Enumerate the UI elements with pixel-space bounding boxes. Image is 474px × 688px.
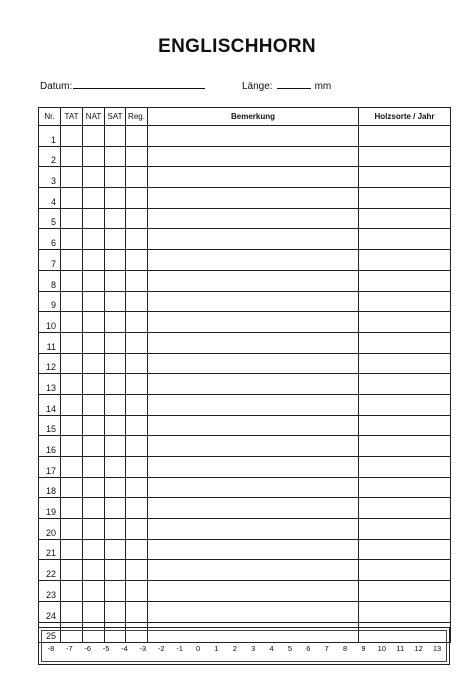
table-row xyxy=(39,436,451,457)
row-number: 17 xyxy=(39,457,61,478)
reg-cell[interactable] xyxy=(126,539,148,560)
reg-cell[interactable] xyxy=(126,353,148,374)
bemerkung-cell[interactable] xyxy=(148,353,359,374)
scale-tick-label: 5 xyxy=(287,644,293,653)
row-number: 23 xyxy=(39,581,61,602)
bemerkung-cell[interactable] xyxy=(148,208,359,229)
sat-cell[interactable] xyxy=(105,188,126,209)
reg-cell[interactable] xyxy=(126,188,148,209)
nat-cell[interactable] xyxy=(83,229,105,250)
tat-cell[interactable] xyxy=(61,126,83,147)
sat-cell[interactable] xyxy=(105,250,126,271)
sat-cell[interactable] xyxy=(105,601,126,622)
row-number: 24 xyxy=(39,601,61,622)
table-row xyxy=(39,312,451,333)
tat-cell[interactable] xyxy=(61,250,83,271)
bemerkung-cell[interactable] xyxy=(148,167,359,188)
sat-cell[interactable] xyxy=(105,229,126,250)
col-header-nat: NAT xyxy=(83,108,105,126)
scale-tick-label: 9 xyxy=(361,644,366,653)
scale-tick-label: -6 xyxy=(84,644,92,653)
reed-log-table xyxy=(38,107,451,643)
nat-cell[interactable] xyxy=(83,457,105,478)
nat-cell[interactable] xyxy=(83,250,105,271)
reg-cell[interactable] xyxy=(126,167,148,188)
row-number: 12 xyxy=(39,353,61,374)
reg-cell[interactable] xyxy=(126,374,148,395)
reg-cell[interactable] xyxy=(126,457,148,478)
holzsorte-cell[interactable] xyxy=(359,436,451,457)
reg-cell[interactable] xyxy=(126,250,148,271)
datum-label: Datum: xyxy=(40,81,73,92)
reg-cell[interactable] xyxy=(126,146,148,167)
reg-cell[interactable] xyxy=(126,519,148,540)
table-row xyxy=(39,126,451,147)
row-number: 3 xyxy=(39,167,61,188)
holzsorte-cell[interactable] xyxy=(359,374,451,395)
table-row xyxy=(39,519,451,540)
scale-tick-label: -2 xyxy=(157,644,165,653)
tat-cell[interactable] xyxy=(61,270,83,291)
table-row xyxy=(39,353,451,374)
sat-cell[interactable] xyxy=(105,560,126,581)
bemerkung-cell[interactable] xyxy=(148,146,359,167)
scale-tick-label: 1 xyxy=(214,644,219,653)
sat-cell[interactable] xyxy=(105,332,126,353)
nat-cell[interactable] xyxy=(83,374,105,395)
reg-cell[interactable] xyxy=(126,126,148,147)
holzsorte-cell[interactable] xyxy=(359,457,451,478)
table-row xyxy=(39,415,451,436)
nat-cell[interactable] xyxy=(83,167,105,188)
row-number: 16 xyxy=(39,436,61,457)
bemerkung-cell[interactable] xyxy=(148,436,359,457)
nat-cell[interactable] xyxy=(83,498,105,519)
sat-cell[interactable] xyxy=(105,291,126,312)
scale-tick-label: -1 xyxy=(176,644,183,653)
nat-cell[interactable] xyxy=(83,415,105,436)
tat-cell[interactable] xyxy=(61,581,83,602)
tat-cell[interactable] xyxy=(61,477,83,498)
reg-cell[interactable] xyxy=(126,332,148,353)
sat-cell[interactable] xyxy=(105,539,126,560)
nat-cell[interactable] xyxy=(83,146,105,167)
scale-tick-label: 8 xyxy=(343,644,348,653)
table-row xyxy=(39,374,451,395)
row-number: 19 xyxy=(39,498,61,519)
table-row xyxy=(39,539,451,560)
bemerkung-cell[interactable] xyxy=(148,601,359,622)
row-number: 22 xyxy=(39,560,61,581)
nat-cell[interactable] xyxy=(83,539,105,560)
scale-tick-label: -5 xyxy=(102,644,110,653)
tat-cell[interactable] xyxy=(61,560,83,581)
nat-cell[interactable] xyxy=(83,601,105,622)
scale-tick-label: 4 xyxy=(269,644,274,653)
row-number: 2 xyxy=(39,146,61,167)
nat-cell[interactable] xyxy=(83,312,105,333)
reg-cell[interactable] xyxy=(126,208,148,229)
row-number: 1 xyxy=(39,126,61,147)
table-row xyxy=(39,188,451,209)
row-number: 8 xyxy=(39,270,61,291)
tat-cell[interactable] xyxy=(61,519,83,540)
laenge-unit: mm xyxy=(314,81,332,92)
table-body xyxy=(39,126,451,643)
bemerkung-cell[interactable] xyxy=(148,270,359,291)
laenge-label: Länge: xyxy=(242,81,273,92)
row-number: 4 xyxy=(39,188,61,209)
table-row xyxy=(39,498,451,519)
scale-tick-label: 6 xyxy=(306,644,311,653)
nat-cell[interactable] xyxy=(83,188,105,209)
sat-cell[interactable] xyxy=(105,519,126,540)
table-row xyxy=(39,601,451,622)
row-number: 21 xyxy=(39,539,61,560)
scale-tick-label: -3 xyxy=(139,644,147,653)
scale-ruler xyxy=(38,627,450,665)
row-number: 7 xyxy=(39,250,61,271)
table-row xyxy=(39,394,451,415)
row-number: 18 xyxy=(39,477,61,498)
table-row xyxy=(39,250,451,271)
bemerkung-cell[interactable] xyxy=(148,477,359,498)
nat-cell[interactable] xyxy=(83,208,105,229)
row-number: 5 xyxy=(39,208,61,229)
sat-cell[interactable] xyxy=(105,415,126,436)
table-row xyxy=(39,477,451,498)
row-number: 11 xyxy=(39,332,61,353)
bemerkung-cell[interactable] xyxy=(148,560,359,581)
nat-cell[interactable] xyxy=(83,332,105,353)
tat-cell[interactable] xyxy=(61,188,83,209)
reg-cell[interactable] xyxy=(126,601,148,622)
col-header-nr: Nr. xyxy=(39,108,61,126)
holzsorte-cell[interactable] xyxy=(359,312,451,333)
sat-cell[interactable] xyxy=(105,374,126,395)
tat-cell[interactable] xyxy=(61,312,83,333)
row-number: 25 xyxy=(39,622,61,643)
col-header-tat: TAT xyxy=(61,108,83,126)
tat-cell[interactable] xyxy=(61,332,83,353)
tat-cell[interactable] xyxy=(61,457,83,478)
bemerkung-cell[interactable] xyxy=(148,374,359,395)
bemerkung-cell[interactable] xyxy=(148,498,359,519)
tat-cell[interactable] xyxy=(61,291,83,312)
tat-cell[interactable] xyxy=(61,146,83,167)
table-row xyxy=(39,208,451,229)
row-number: 9 xyxy=(39,291,61,312)
reg-cell[interactable] xyxy=(126,229,148,250)
holzsorte-cell[interactable] xyxy=(359,126,451,147)
page-title: ENGLISCHHORN xyxy=(158,36,316,57)
sat-cell[interactable] xyxy=(105,436,126,457)
reg-cell[interactable] xyxy=(126,291,148,312)
scale-ruler-inner xyxy=(41,630,447,662)
row-number: 10 xyxy=(39,312,61,333)
bemerkung-cell[interactable] xyxy=(148,457,359,478)
reg-cell[interactable] xyxy=(126,312,148,333)
holzsorte-cell[interactable] xyxy=(359,250,451,271)
sat-cell[interactable] xyxy=(105,208,126,229)
holzsorte-cell[interactable] xyxy=(359,167,451,188)
sat-cell[interactable] xyxy=(105,394,126,415)
holzsorte-cell[interactable] xyxy=(359,415,451,436)
bemerkung-cell[interactable] xyxy=(148,250,359,271)
reg-cell[interactable] xyxy=(126,560,148,581)
nat-cell[interactable] xyxy=(83,291,105,312)
row-number: 15 xyxy=(39,415,61,436)
bemerkung-cell[interactable] xyxy=(148,291,359,312)
holzsorte-cell[interactable] xyxy=(359,332,451,353)
holzsorte-cell[interactable] xyxy=(359,539,451,560)
holzsorte-cell[interactable] xyxy=(359,353,451,374)
tat-cell[interactable] xyxy=(61,394,83,415)
sat-cell[interactable] xyxy=(105,477,126,498)
holzsorte-cell[interactable] xyxy=(359,229,451,250)
bemerkung-cell[interactable] xyxy=(148,415,359,436)
tat-cell[interactable] xyxy=(61,601,83,622)
tat-cell[interactable] xyxy=(61,415,83,436)
tat-cell[interactable] xyxy=(61,539,83,560)
scale-tick-label: 2 xyxy=(232,644,237,653)
sat-cell[interactable] xyxy=(105,312,126,333)
sat-cell[interactable] xyxy=(105,498,126,519)
holzsorte-cell[interactable] xyxy=(359,519,451,540)
col-header-bemerkung: Bemerkung xyxy=(148,108,359,126)
nat-cell[interactable] xyxy=(83,126,105,147)
table-row xyxy=(39,291,451,312)
sat-cell[interactable] xyxy=(105,457,126,478)
bemerkung-cell[interactable] xyxy=(148,581,359,602)
holzsorte-cell[interactable] xyxy=(359,146,451,167)
holzsorte-cell[interactable] xyxy=(359,291,451,312)
scale-tick-label: 13 xyxy=(432,644,442,653)
tat-cell[interactable] xyxy=(61,436,83,457)
table-row xyxy=(39,581,451,602)
col-header-holzsorte: Holzsorte / Jahr xyxy=(359,108,451,126)
laenge-input-line[interactable] xyxy=(277,79,311,89)
sat-cell[interactable] xyxy=(105,353,126,374)
tat-cell[interactable] xyxy=(61,208,83,229)
reg-cell[interactable] xyxy=(126,415,148,436)
scale-tick-label: 0 xyxy=(195,644,201,653)
holzsorte-cell[interactable] xyxy=(359,560,451,581)
scale-tick-label: -7 xyxy=(66,644,73,653)
holzsorte-cell[interactable] xyxy=(359,477,451,498)
datum-field xyxy=(40,79,205,92)
scale-tick-label: 7 xyxy=(324,644,329,653)
bemerkung-cell[interactable] xyxy=(148,539,359,560)
table-header-row xyxy=(39,108,451,126)
reg-cell[interactable] xyxy=(126,477,148,498)
row-number: 6 xyxy=(39,229,61,250)
nat-cell[interactable] xyxy=(83,477,105,498)
scale-tick-label: 11 xyxy=(396,644,405,653)
holzsorte-cell[interactable] xyxy=(359,394,451,415)
row-number: 20 xyxy=(39,519,61,540)
col-header-reg: Reg. xyxy=(126,108,148,126)
tat-cell[interactable] xyxy=(61,167,83,188)
holzsorte-cell[interactable] xyxy=(359,270,451,291)
reg-cell[interactable] xyxy=(126,581,148,602)
sat-cell[interactable] xyxy=(105,581,126,602)
row-number: 13 xyxy=(39,374,61,395)
tat-cell[interactable] xyxy=(61,498,83,519)
laenge-field xyxy=(242,79,331,92)
bemerkung-cell[interactable] xyxy=(148,519,359,540)
sat-cell[interactable] xyxy=(105,146,126,167)
table-row xyxy=(39,229,451,250)
holzsorte-cell[interactable] xyxy=(359,498,451,519)
nat-cell[interactable] xyxy=(83,353,105,374)
holzsorte-cell[interactable] xyxy=(359,601,451,622)
reg-cell[interactable] xyxy=(126,436,148,457)
scale-tick-label: -8 xyxy=(47,644,55,653)
bemerkung-cell[interactable] xyxy=(148,188,359,209)
bemerkung-cell[interactable] xyxy=(148,126,359,147)
table-row xyxy=(39,167,451,188)
holzsorte-cell[interactable] xyxy=(359,188,451,209)
bemerkung-cell[interactable] xyxy=(148,394,359,415)
nat-cell[interactable] xyxy=(83,560,105,581)
nat-cell[interactable] xyxy=(83,581,105,602)
col-header-sat: SAT xyxy=(105,108,126,126)
datum-input-line[interactable] xyxy=(73,79,205,89)
tat-cell[interactable] xyxy=(61,353,83,374)
row-number: 14 xyxy=(39,394,61,415)
holzsorte-cell[interactable] xyxy=(359,581,451,602)
tat-cell[interactable] xyxy=(61,374,83,395)
table-row xyxy=(39,457,451,478)
reg-cell[interactable] xyxy=(126,498,148,519)
holzsorte-cell[interactable] xyxy=(359,208,451,229)
nat-cell[interactable] xyxy=(83,394,105,415)
sat-cell[interactable] xyxy=(105,126,126,147)
bemerkung-cell[interactable] xyxy=(148,229,359,250)
bemerkung-cell[interactable] xyxy=(148,332,359,353)
table-row xyxy=(39,560,451,581)
tat-cell[interactable] xyxy=(61,229,83,250)
table-row xyxy=(39,270,451,291)
reg-cell[interactable] xyxy=(126,394,148,415)
reg-cell[interactable] xyxy=(126,270,148,291)
scale-tick-label: 3 xyxy=(251,644,256,653)
scale-tick-label: -4 xyxy=(121,644,128,653)
bemerkung-cell[interactable] xyxy=(148,312,359,333)
scale-tick-label: 10 xyxy=(377,644,387,653)
nat-cell[interactable] xyxy=(83,436,105,457)
table-row xyxy=(39,146,451,167)
sat-cell[interactable] xyxy=(105,270,126,291)
nat-cell[interactable] xyxy=(83,519,105,540)
table-row xyxy=(39,332,451,353)
scale-tick-label: 12 xyxy=(414,644,423,653)
nat-cell[interactable] xyxy=(83,270,105,291)
sat-cell[interactable] xyxy=(105,167,126,188)
